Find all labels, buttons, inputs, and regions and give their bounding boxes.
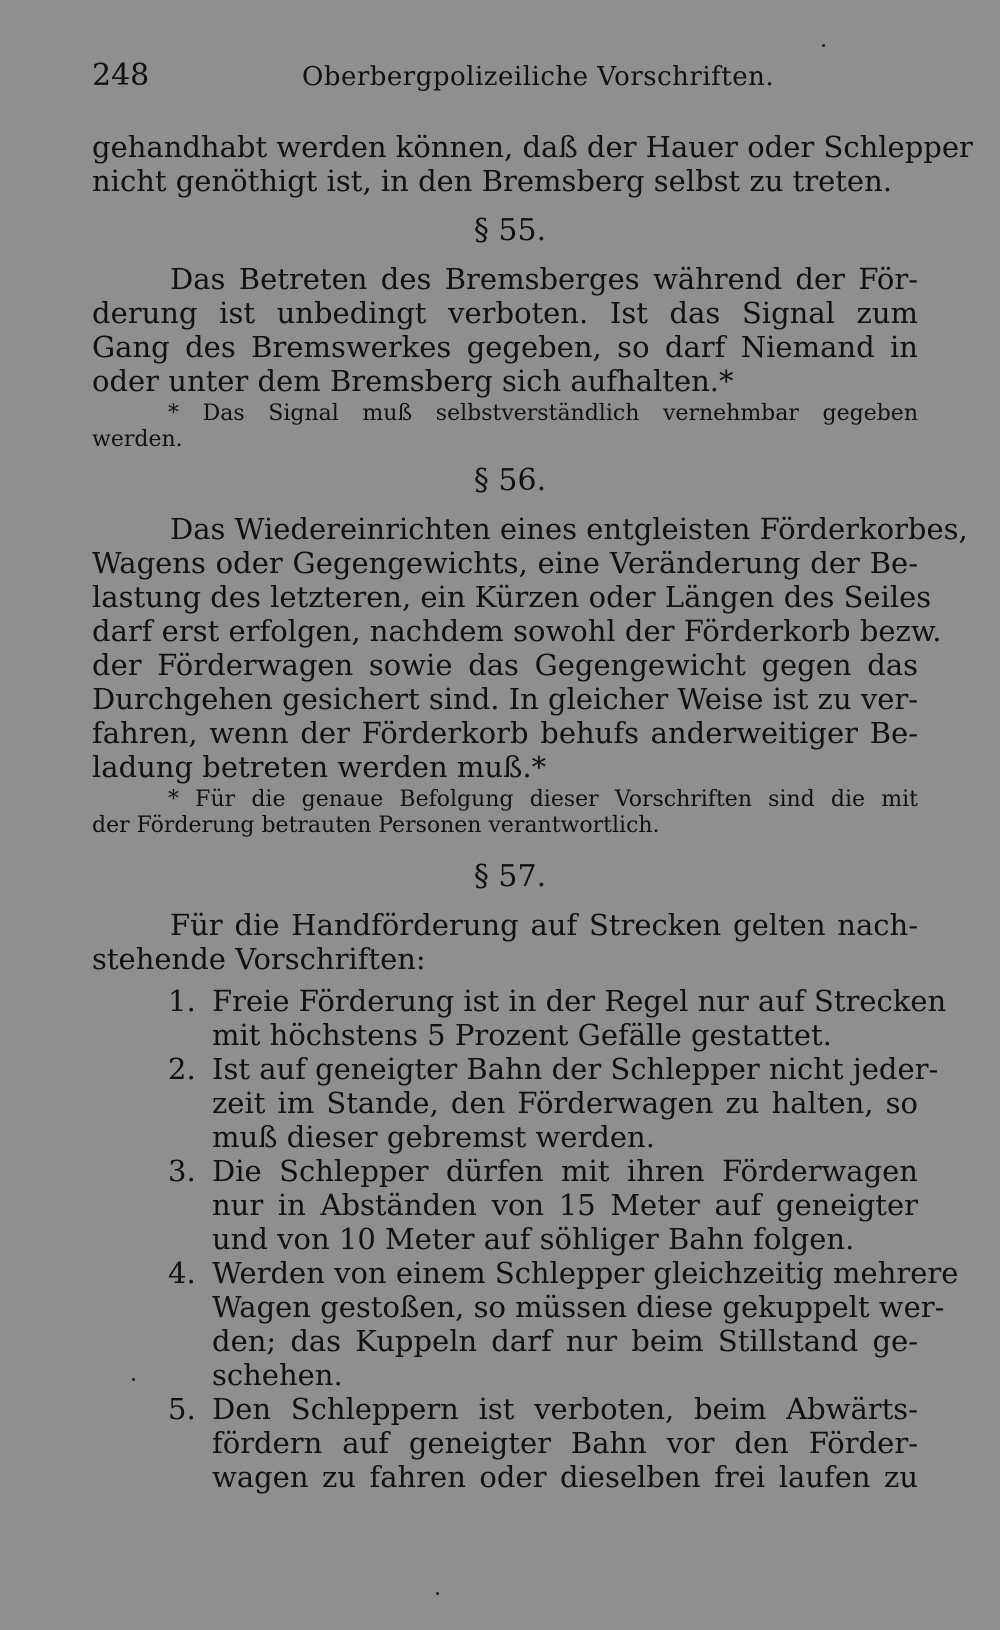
- body-line: Das Wiedereinrichten eines entgleisten Förderkorbes,: [170, 512, 968, 546]
- list-item-number: 4.: [168, 1256, 196, 1290]
- list-item-number: 3.: [168, 1154, 196, 1188]
- footnote-line: werden.: [92, 427, 183, 452]
- list-item-line: Werden von einem Schlepper gleichzeitig mehrere: [212, 1256, 959, 1290]
- body-line: gehandhabt werden können, daß der Hauer oder Schlepper: [92, 130, 973, 164]
- list-item-line: Wagen gestoßen, so müssen diese gekuppelt wer-: [212, 1290, 945, 1324]
- page-header: [92, 58, 918, 102]
- body-line: ladung betreten werden muß.*: [92, 750, 547, 784]
- body-line: Durchgehen gesichert sind. In gleicher Weise ist zu ver-: [92, 682, 919, 716]
- scan-speck: [132, 1378, 135, 1381]
- list-item-line: Den Schleppern ist verboten, beim Abwärts-: [212, 1392, 918, 1426]
- body-line: Für die Handförderung auf Strecken gelten nach-: [170, 908, 918, 942]
- body-line: oder unter dem Bremsberg sich aufhalten.*: [92, 364, 734, 398]
- list-item-number: 2.: [168, 1052, 196, 1086]
- body-line: derung ist unbedingt verboten. Ist das Signal zum: [92, 296, 918, 330]
- list-item-line: mit höchstens 5 Prozent Gefälle gestattet.: [212, 1018, 832, 1052]
- body-line: Wagens oder Gegengewichts, eine Veränderung der Be-: [92, 546, 918, 580]
- scan-speck: [822, 44, 825, 47]
- body-line: lastung des letzteren, ein Kürzen oder Längen des Seiles: [92, 580, 932, 614]
- list-item-line: Die Schlepper dürfen mit ihren Förderwagen: [212, 1154, 918, 1188]
- list-item-line: und von 10 Meter auf söhliger Bahn folgen.: [212, 1222, 855, 1256]
- list-item-line: den; das Kuppeln darf nur beim Stillstand ge-: [212, 1324, 918, 1358]
- list-item-line: Freie Förderung ist in der Regel nur auf Strecken: [212, 984, 947, 1018]
- body-line: Gang des Bremswerkes gegeben, so darf Niemand in: [92, 330, 918, 364]
- page-number: 248: [92, 58, 150, 93]
- running-head: Oberbergpolizeiliche Vorschriften.: [302, 62, 775, 92]
- list-item-line: wagen zu fahren oder dieselben frei laufen zu: [212, 1460, 918, 1494]
- section-title: § 56.: [473, 463, 547, 498]
- footnote-line: * Für die genaue Befolgung dieser Vorschriften sind die mit: [168, 787, 918, 812]
- body-line: Das Betreten des Bremsberges während der För-: [170, 262, 918, 296]
- footnote-line: * Das Signal muß selbstverständlich vernehmbar gegeben: [168, 401, 918, 426]
- list-item-line: schehen.: [212, 1358, 343, 1392]
- list-item-line: fördern auf geneigter Bahn vor den Förder-: [212, 1426, 918, 1460]
- list-item-line: zeit im Stande, den Förderwagen zu halten, so: [212, 1086, 918, 1120]
- body-line: stehende Vorschriften:: [92, 942, 426, 976]
- footnote-line: der Förderung betrauten Personen verantwortlich.: [92, 813, 660, 838]
- section-title: § 57.: [473, 859, 547, 894]
- list-item-line: muß dieser gebremst werden.: [212, 1120, 655, 1154]
- list-item-number: 1.: [168, 984, 196, 1018]
- list-item-line: nur in Abständen von 15 Meter auf geneigter: [212, 1188, 918, 1222]
- body-line: darf erst erfolgen, nachdem sowohl der Förderkorb bezw.: [92, 614, 942, 648]
- section-title: § 55.: [473, 213, 547, 248]
- list-item-number: 5.: [168, 1392, 196, 1426]
- scan-speck: [436, 1592, 439, 1595]
- body-line: fahren, wenn der Förderkorb behufs anderweitiger Be-: [92, 716, 918, 750]
- body-line: nicht genöthigt ist, in den Bremsberg selbst zu treten.: [92, 164, 892, 198]
- body-line: der Förderwagen sowie das Gegengewicht gegen das: [92, 648, 918, 682]
- list-item-line: Ist auf geneigter Bahn der Schlepper nicht jeder-: [212, 1052, 939, 1086]
